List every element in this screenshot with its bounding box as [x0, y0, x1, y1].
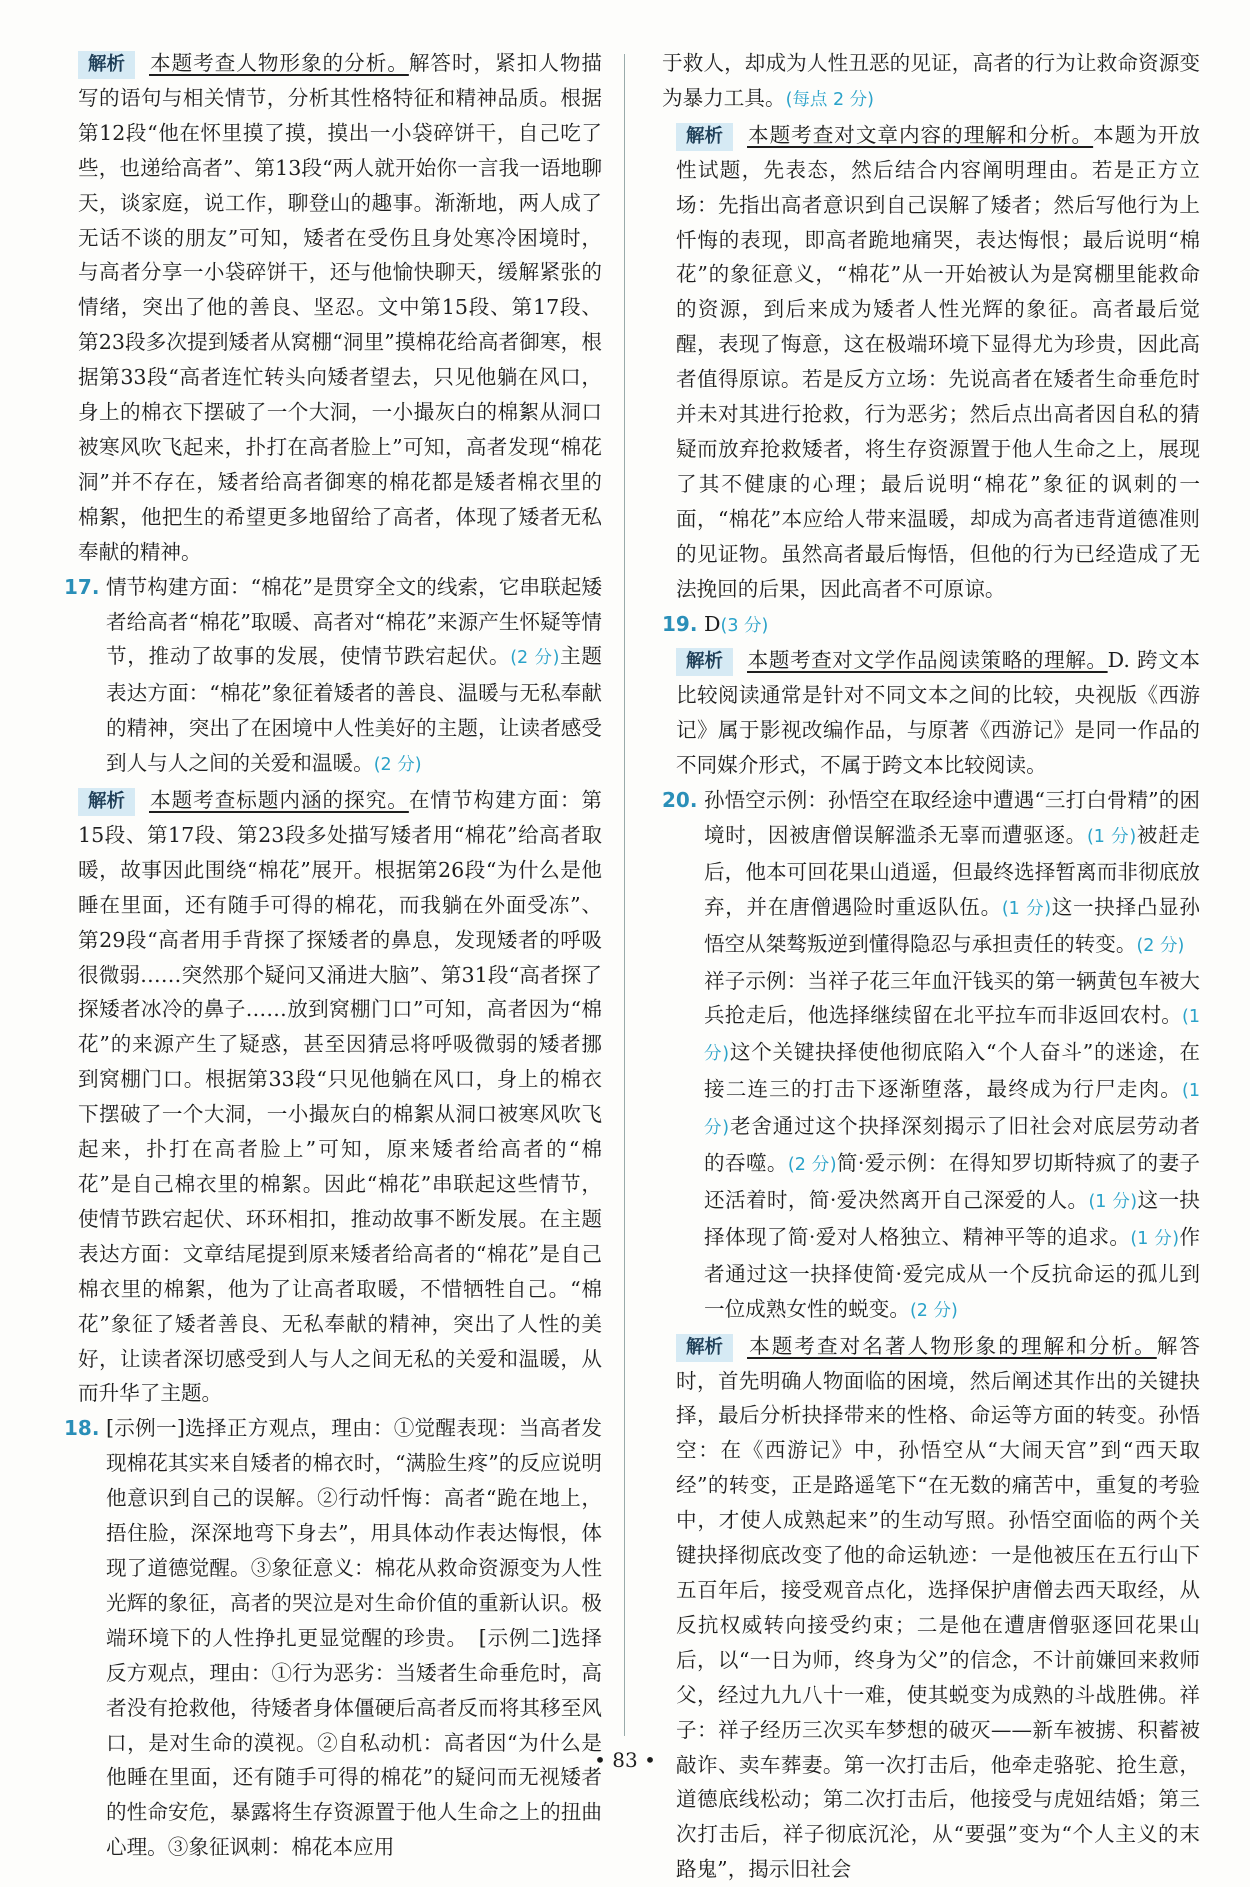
left-column: [64, 46, 602, 1865]
question-number: 17.: [64, 574, 100, 599]
score-label: (2 分): [510, 648, 560, 669]
question-number: 18.: [64, 1416, 100, 1441]
answer-text: [704, 783, 1205, 1329]
question-20: [662, 783, 1205, 1329]
question-number: 19.: [662, 611, 698, 636]
answer-text: 于救人，却成为人性丑恶的见证，高者的行为让救命资源变为暴力工具。: [662, 51, 1200, 110]
score-label: (1 分): [1130, 1228, 1180, 1249]
analysis-tag: 解析: [78, 51, 135, 79]
analysis-text: 解答时，首先明确人物面临的困境，然后阐述其作出的关键抉择，最后分析抉择带来的性格、命运等方面的转变。孙悟空：在《西游记》中，孙悟空从“大闹天宫”到“西天取经”的转变，正是路遥笔下“在无数的痛苦中，重复的考验中，才使人成熟起来”的生动写照。孙悟空面临的两个关键抉择彻底改变了他的命运轨迹：一是他被压在五行山下五百年后，接受观音点化，选择保护唐僧去西天取经，从反抗权威转向接受约束；二是他在遭唐僧驱逐回花果山后，以“一日为师，终身为父”的信念，不计前嫌回来救师父，经过九九八十一难，使其蜕变为成熟的斗战胜佛。祥子：祥子经历三次买车梦想的破灭——新车被掳、积蓄被敲诈、卖车葬妻。第一次打击后，他牵走骆驼、抢生意，道德底线松动；第二次打击后，他接受与虎妞结婚；第三次打击后，祥子彻底沉沦，从“要强”变为“个人主义的末路鬼”，揭示旧社会: [676, 1333, 1201, 1882]
answer-text: [106, 570, 602, 783]
answer-text: [示例一]选择正方观点，理由：①觉醒表现：当高者发现棉花其实来自矮者的棉衣时，“满脸生疼”的反应说明他意识到自己的误解。②行动忏悔：高者“跪在地上，捂住脸，深深地弯下身去”，用具体动作表达悔恨，体现了道德觉醒。③象征意义：棉花从救命资源变为人性光辉的象征，高者的哭泣是对生命价值的重新认识。极端环境下的人性挣扎更显觉醒的珍贵。 [示例二]选择反方观点，理由：①行为恶劣：当矮者生命垂危时，高者没有抢救他，待矮者身体僵硬后高者反而将其移至风口，是对生命的漠视。②自私动机：高者因“为什么是他睡在里面，还有随手可得的棉花”的疑问而无视矮者的性命安危，暴露将生存资源置于他人生命之上的扭曲心理。③象征讽刺：棉花本应用: [106, 1416, 602, 1860]
right-column: [662, 46, 1205, 1887]
score-label: (每点 2 分): [785, 89, 874, 110]
analysis-text: D. 跨文本比较阅读通常是针对不同文本之间的比较，央视版《西游记》属于影视改编作品，与原著《西游记》是同一作品的不同媒介形式，不属于跨文本比较阅读。: [676, 648, 1201, 778]
analysis-lead: 本题考查对文章内容的理解和分析。: [747, 122, 1094, 147]
score-label: (2 分): [909, 1300, 958, 1321]
analysis-lead: 本题考查对名著人物形象的理解和分析。: [747, 1333, 1157, 1358]
analysis-text: 本题为开放性试题，先表态，然后结合内容阐明理由。若是正方立场：先指出高者意识到自己误解了矮者；然后写他行为上忏悔的表现，即高者跪地痛哭，表达悔恨；最后说明“棉花”的象征意义，“棉花”从一开始被认为是窝棚里能救命的资源，到后来成为矮者人性光辉的象征。高者最后觉醒，表现了悔意，这在极端环境下显得尤为珍贵，因此高者值得原谅。若是反方立场：先说高者在矮者生命垂危时并未对其进行抢救，行为恶劣；然后点出高者因自私的猜疑而放弃抢救矮者，将生存资源置于他人生命之上，展现了其不健康的心理；最后说明“棉花”象征的讽刺的一面，“棉花”本应给人带来温暖，却成为高者违背道德准则的见证物。虽然高者最后悔悟，但他的行为已经造成了无法挽回的后果，因此高者不可原谅。: [676, 122, 1201, 601]
answer-part: 情节构建方面：“棉花”是贯穿全文的线索，它串联起矮者给高者“棉花”取暖、高者对“棉花”来源产生怀疑等情节，推动了故事的发展，使情节跌宕起伏。: [106, 574, 602, 669]
answer-choice: D: [704, 611, 721, 636]
score-label: (1 分): [1086, 826, 1137, 847]
answer-text: [704, 607, 1200, 644]
score-label: (2 分): [787, 1155, 837, 1176]
answer-part: 老舍通过这个抉择深刻揭示了旧社会对底层劳动者的吞噬。: [704, 1114, 1201, 1176]
answer-part: 这一抉择凸显孙悟空从桀骜叛逆到懂得隐忍与承担责任的转变。: [704, 894, 1201, 956]
analysis-19: [662, 643, 1200, 783]
score-label: (2 分): [373, 755, 422, 776]
analysis-17: [64, 783, 602, 1411]
answer-part: 作者通过这一抉择使简·爱完成从一个反抗命运的孤儿到一位成熟女性的蜕变。: [704, 1224, 1201, 1321]
analysis-16: [64, 46, 602, 570]
question-18: [64, 1411, 602, 1865]
score-label: (1 分): [704, 1081, 1200, 1139]
page-number: • 83 •: [594, 1748, 656, 1772]
score-label: (1 分): [1001, 898, 1052, 919]
answer-part: 简·爱示例：在得知罗切斯特疯了的妻子还活着时，简·爱决然离开自己深爱的人。: [704, 1151, 1201, 1212]
analysis-tag: 解析: [676, 648, 733, 676]
score-label: (1 分): [704, 1007, 1200, 1065]
question-18-continued: [662, 46, 1200, 118]
answer-part: 这个关键抉择使他彻底陷入“个人奋斗”的迷途，在接二连三的打击下逐渐堕落，最终成为行尸走肉。: [704, 1040, 1201, 1102]
question-19: [662, 607, 1200, 644]
answer-part: 孙悟空示例：孙悟空在取经途中遭遇“三打白骨精”的困境时，因被唐僧误解滥杀无辜而遭驱逐。: [704, 788, 1200, 847]
answer-part: 这一抉择体现了简·爱对人格独立、精神平等的追求。: [704, 1188, 1201, 1249]
question-17: [64, 570, 602, 783]
analysis-text: 在情节构建方面：第15段、第17段、第23段多处描写矮者用“棉花”给高者取暖，故事因此围绕“棉花”展开。根据第26段“为什么是他睡在里面，还有随手可得的棉花，而我躺在外面受冻”、第29段“高者用手背探了探矮者的鼻息，发现矮者的呼吸很微弱……突然那个疑问又涌进大脑”、第31段“高者探了探矮者冰冷的鼻子……放到窝棚门口”可知，高者因为“棉花”的来源产生了疑惑，甚至因猜忌将呼吸微弱的矮者挪到窝棚门口。根据第33段“只见他躺在风口，身上的棉衣下摆破了一个大洞，一小撮灰白的棉絮从洞口被寒风吹飞起来，扑打在高者脸上”可知，原来矮者给高者的“棉花”是自己棉衣里的棉絮。因此“棉花”串联起这些情节，使情节跌宕起伏、环环相扣，推动故事不断发展。在主题表达方面：文章结尾提到原来矮者给高者的“棉花”是自己棉衣里的棉絮，他为了让高者取暖，不惜牺牲自己。“棉花”象征了矮者善良、无私奉献的精神，突出了人性的美好，让读者深切感受到人与人之间无私的关爱和温暖，从而升华了主题。: [78, 788, 603, 1406]
score-label: (1 分): [1088, 1192, 1138, 1212]
analysis-tag: 解析: [78, 788, 135, 816]
score-label: (3 分): [720, 615, 769, 636]
column-divider: [624, 54, 625, 1736]
answer-part: 被赶走后，他本可回花果山逍遥，但最终选择暂离而非彻底放弃，并在唐僧遇险时重返队伍。: [704, 822, 1200, 919]
analysis-lead: 本题考查标题内涵的探究。: [149, 788, 409, 813]
analysis-18: [662, 118, 1200, 607]
score-label: (2 分): [1136, 935, 1185, 956]
analysis-tag: 解析: [676, 123, 733, 151]
analysis-tag: 解析: [676, 1334, 733, 1362]
analysis-text: 解答时，紧扣人物描写的语句与相关情节，分析其性格特征和精神品质。根据第12段“他在怀里摸了摸，摸出一小袋碎饼干，自己吃了些，也递给高者”、第13段“两人就开始你一言我一语地聊天，谈家庭，说工作，聊登山的趣事。渐渐地，两人成了无话不谈的朋友”可知，矮者在受伤且身处寒冷困境时，与高者分享一小袋碎饼干，还与他愉快聊天，缓解紧张的情绪，突出了他的善良、坚忍。文中第15段、第17段、第23段多次提到矮者从窝棚“洞里”摸棉花给高者御寒，根据第33段“高者连忙转头向矮者望去，只见他躺在风口，身上的棉衣下摆破了一个大洞，一小撮灰白的棉絮从洞口被寒风吹飞起来，扑打在高者脸上”可知，高者发现“棉花洞”并不存在，矮者给高者御寒的棉花都是矮者棉衣里的棉絮，他把生的希望更多地留给了高者，体现了矮者无私奉献的精神。: [78, 51, 603, 564]
question-number: 20.: [662, 788, 698, 813]
analysis-lead: 本题考查人物形象的分析。: [149, 51, 409, 75]
analysis-20: [662, 1329, 1200, 1887]
answer-part: 主题表达方面：“棉花”象征着矮者的善良、温暖与无私奉献的精神，突出了在困境中人性美好的主题，让读者感受到人与人之间的关爱和温暖。: [106, 644, 603, 776]
analysis-lead: 本题考查对文学作品阅读策略的理解。: [747, 648, 1108, 673]
answer-part: 祥子示例：当祥子花三年血汗钱买的第一辆黄包车被大兵抢走后，他选择继续留在北平拉车而非返回农村。: [704, 931, 1205, 1028]
